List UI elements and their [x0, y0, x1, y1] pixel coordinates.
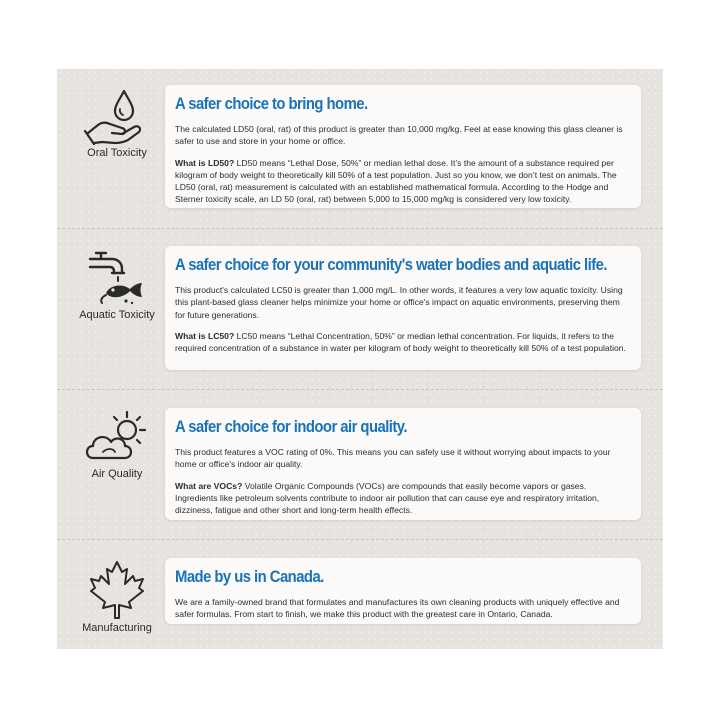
- icon-label-oral-toxicity: Oral Toxicity: [87, 147, 147, 159]
- definition-term: What is LD50?: [175, 157, 235, 168]
- section-divider: [57, 389, 663, 390]
- info-card-manufacturing: [165, 558, 641, 624]
- card-heading: Made by us in Canada.: [175, 568, 324, 586]
- info-card-aquatic-toxicity: [165, 246, 641, 370]
- icon-column: [67, 87, 167, 159]
- card-heading: A safer choice to bring home.: [175, 95, 368, 113]
- info-card-oral-toxicity: [165, 85, 641, 208]
- sun-cloud-icon: [81, 408, 153, 466]
- definition-text: LD50 means “Lethal Dose, 50%” or median lethal dose. It’s the amount of a substance required per kilogram of body weight to theoretically kill 50% of a test population. Just so you know, we don’t test on animals. The LD50 (oral, rat) measurement is calculated with an established mathematical formula. According to the Hodge and Sterner toxicity scale, an LD 50 (oral, rat) between 5,000 to 15,000 mg/kg is considered very low toxicity.: [175, 157, 617, 205]
- icon-column: [67, 245, 167, 321]
- card-body: This product's calculated LC50 is greater than 1,000 mg/L. In other words, it features a very low aquatic toxicity. Using this plant-based glass cleaner helps minimize your home or office's impact on aquatic environments, preserving them for future generations.: [175, 285, 623, 320]
- card-definition: [175, 330, 631, 355]
- card-definition: [175, 157, 631, 206]
- icon-label-manufacturing: Manufacturing: [82, 622, 152, 634]
- icon-column: [67, 558, 167, 634]
- definition-term: What are VOCs?: [175, 480, 243, 491]
- water-drop-hand-icon: [82, 87, 152, 145]
- maple-leaf-icon: [87, 558, 147, 620]
- definition-text: Volatile Organic Compounds (VOCs) are compounds that easily become vapors or gases. Ingredients like petroleum solvents contribute to indoor air pollution that can cause eye and respiratory irritation, dizziness, fatigue and other short and long-term health effects.: [175, 480, 600, 516]
- icon-label-air-quality: Air Quality: [91, 468, 143, 480]
- card-body: We are a family-owned brand that formulates and manufactures its own cleaning products with uniquely effective and safer formulas. From start to finish, we make this product with the greatest care in Ontario, Canada.: [175, 597, 620, 620]
- faucet-fish-icon: [82, 245, 152, 307]
- section-divider: [57, 539, 663, 540]
- definition-text: LC50 means “Lethal Concentration, 50%” or median lethal concentration. For liquids, it refers to the required concentration of a substance in water per kilogram of body weight to theoretically kill 50% of a test population.: [175, 330, 626, 354]
- card-heading: A safer choice for your community's water bodies and aquatic life.: [175, 256, 607, 274]
- icon-label-aquatic-toxicity: Aquatic Toxicity: [79, 309, 155, 321]
- features-panel: [57, 69, 663, 649]
- section-divider: [57, 228, 663, 229]
- card-heading: A safer choice for indoor air quality.: [175, 418, 407, 436]
- definition-term: What is LC50?: [175, 330, 235, 341]
- card-definition: [175, 480, 631, 517]
- card-body: The calculated LD50 (oral, rat) of this product is greater than 10,000 mg/kg. Feel at ease knowing this glass cleaner is safer to use and store in your home or office.: [175, 124, 623, 147]
- card-body: This product features a VOC rating of 0%. This means you can safely use it without worrying about impacts to your home or office's indoor air quality.: [175, 447, 611, 470]
- icon-column: [67, 408, 167, 480]
- info-card-air-quality: [165, 408, 641, 520]
